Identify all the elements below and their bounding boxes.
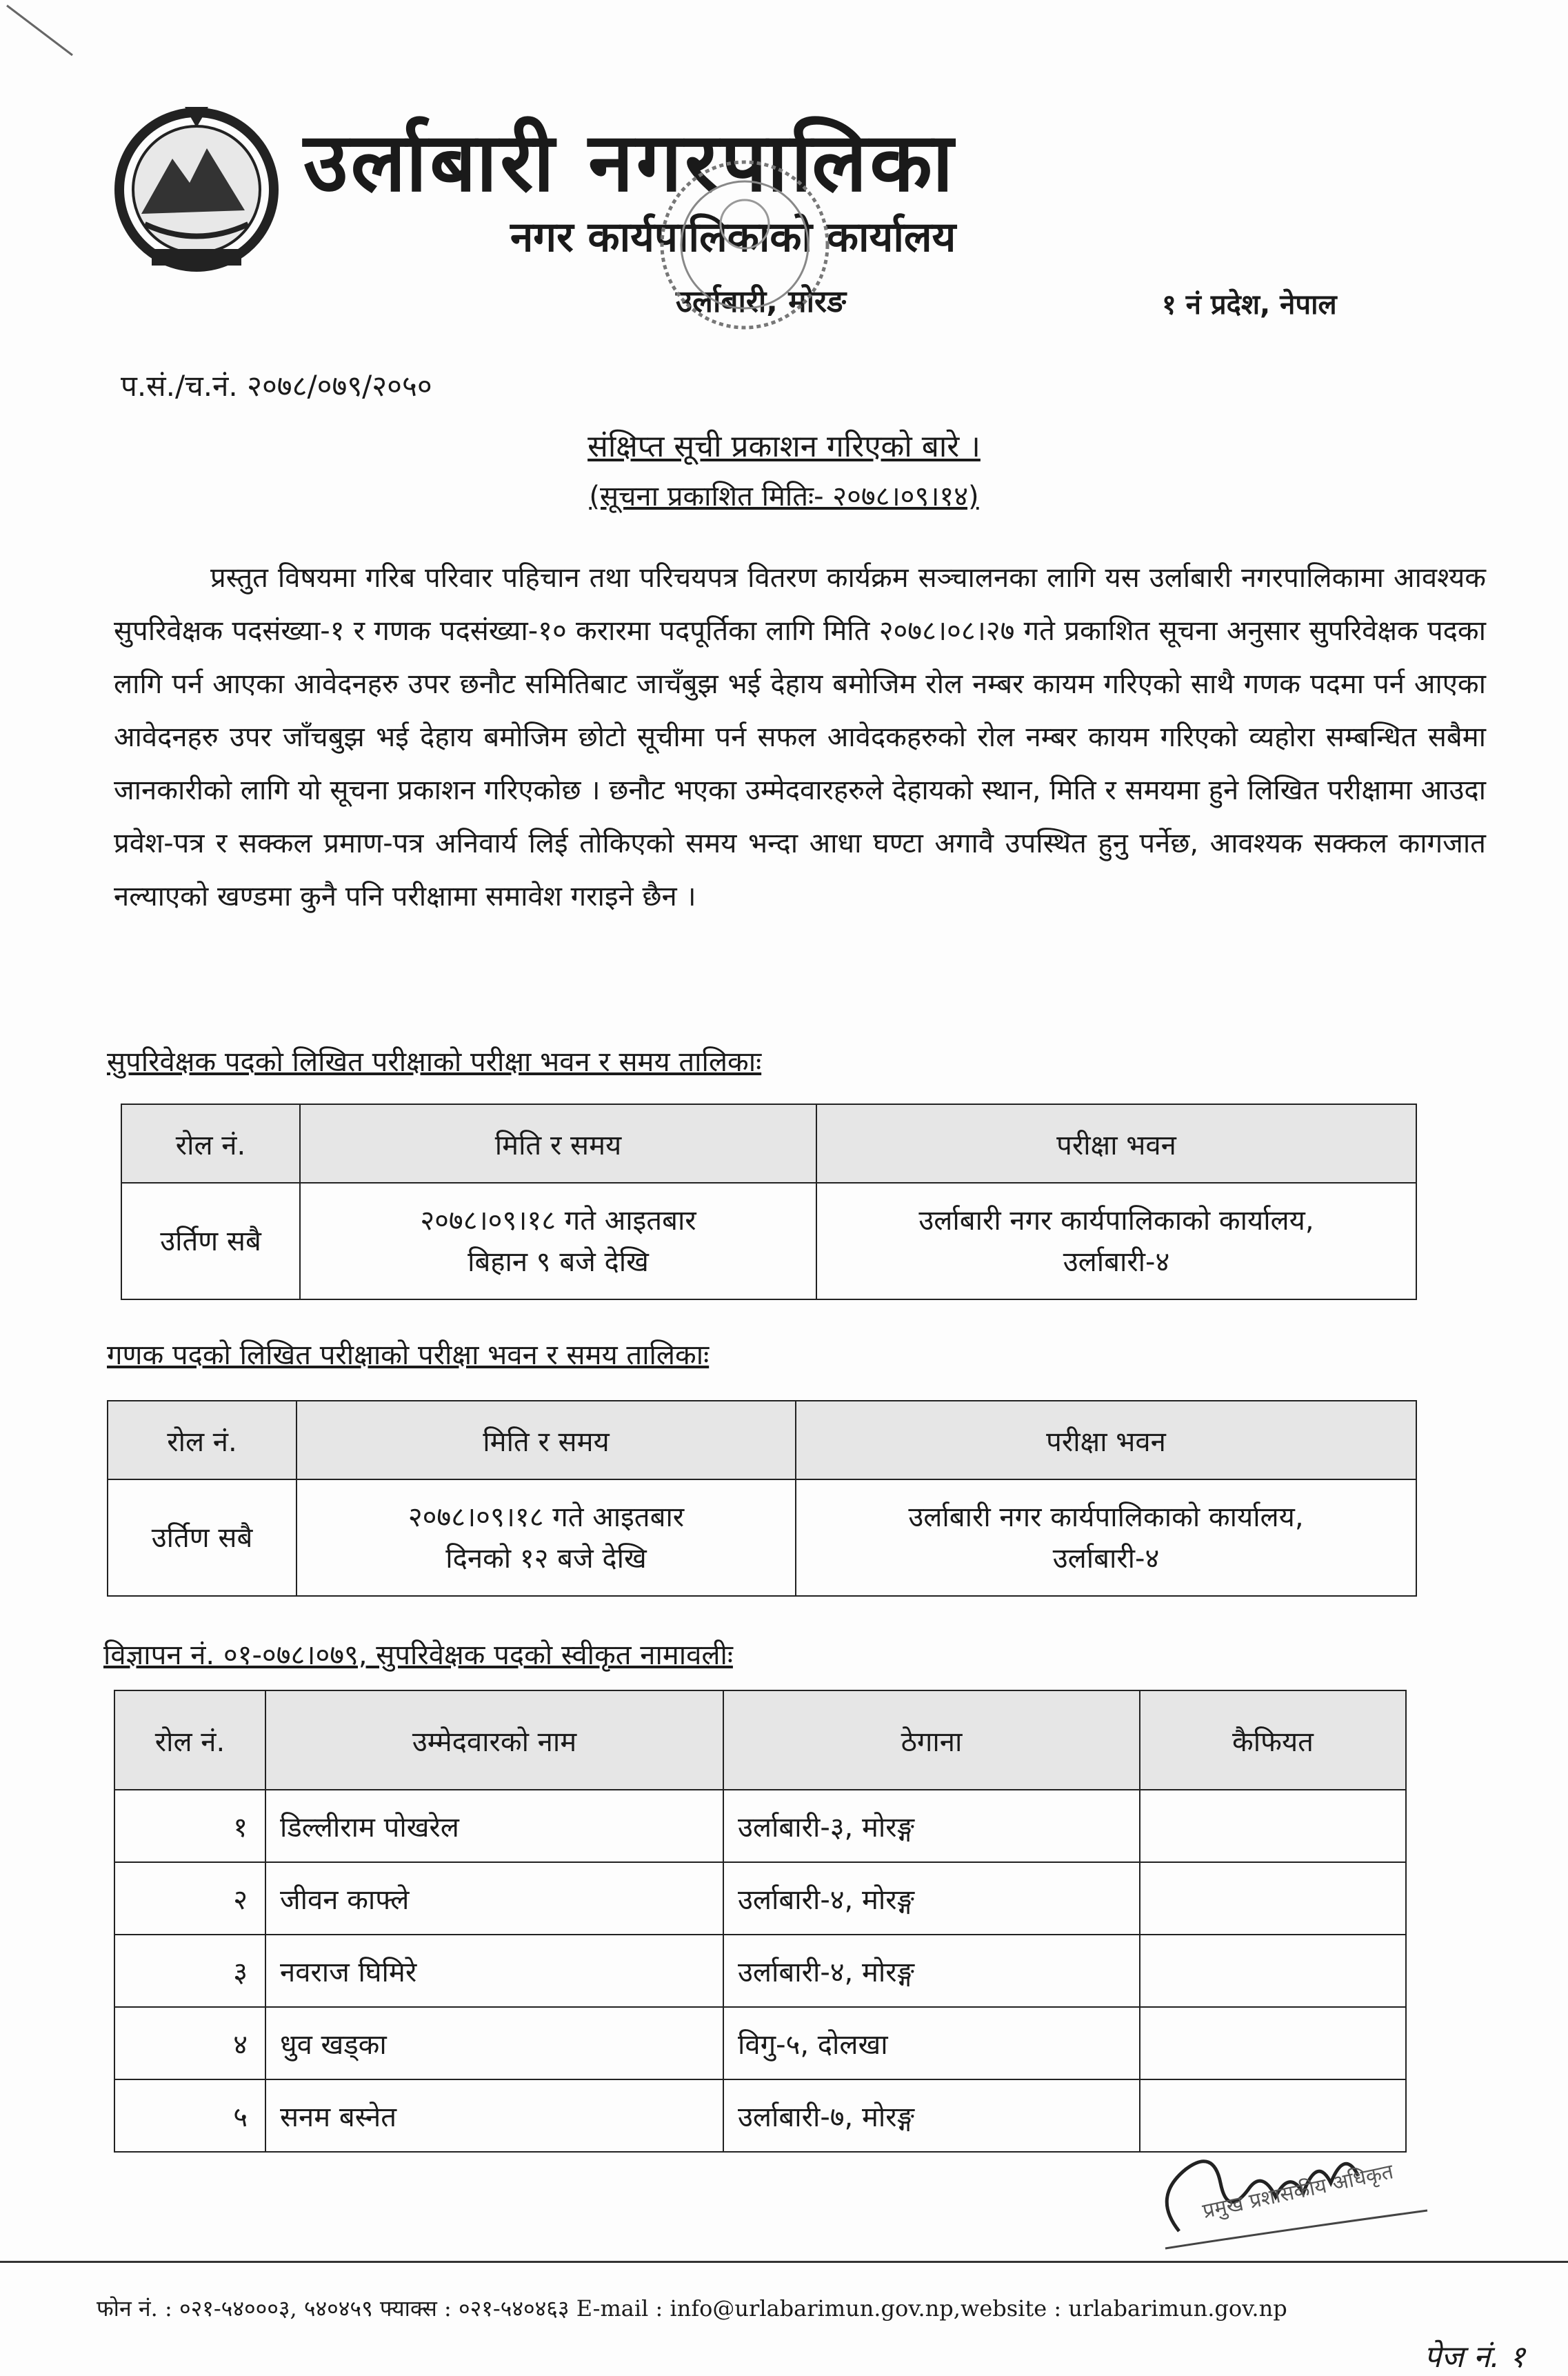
notice-body: प्रस्तुत विषयमा गरिब परिवार पहिचान तथा परिचयपत्र वितरण कार्यक्रम सञ्चालनका लागि यस उर्लाबारी नगरपालिकामा आवश्यक सुपरिवेक्षक पदसंख्या-१ र गणक पदसंख्या-१० करारमा पदपूर्तिका लागि मिति २०७८।०८।२७ गते प्रकाशित सूचना अनुसार सुपरिवेक्षक पदका लागि पर्न आएका आवेदनहरु उपर छनौट समितिबाट जाचँबुझ भई देहाय बमोजिम रोल नम्बर कायम गरिएको साथै गणक पदमा पर्न आएका आवेदनहरु उपर जाँचबुझ भई देहाय बमोजिम छोटो सूचीमा पर्न सफल आवेदकहरुको रोल नम्बर कायम गरिएको व्यहोरा सम्बन्धित सबैमा जानकारीको लागि यो सूचना प्रकाशन गरिएकोछ । छनौट भएका उम्मेदवारहरुले देहायको स्थान, मिति र समयमा हुने लिखित परीक्षामा आउदा प्रवेश-पत्र र सक्कल प्रमाण-पत्र अनिवार्य लिई तोकिएको समय भन्दा आधा घण्टा अगावै उपस्थित हुनु पर्नेछ, आवश्यक सक्कल कागजात नल्याएको खण्डमा कुनै पनि परीक्षामा समावेश गराइने छैन ।: [114, 562, 1486, 912]
remark-cell: [1140, 1935, 1406, 2007]
venue-cell: उर्लाबारी नगर कार्यपालिकाको कार्यालय, उर्लाबारी-४: [816, 1183, 1416, 1299]
header-roll: रोल नं.: [121, 1104, 300, 1183]
address-cell: उर्लाबारी-४, मोरङ्ग: [723, 1935, 1140, 2007]
page-number: पेज नं. १: [1424, 2339, 1525, 2375]
signatory-title: प्रमुख प्रशासकीय अधिकृत: [1200, 2159, 1396, 2224]
remark-cell: [1140, 2007, 1406, 2079]
remark-cell: [1140, 1790, 1406, 1862]
address-cell: विगु-५, दोलखा: [723, 2007, 1140, 2079]
remark-cell: [1140, 1862, 1406, 1935]
table-row: [114, 1935, 1406, 2007]
roll-cell: उर्तिण सबै: [121, 1183, 300, 1299]
name-cell: जीवन काफ्ले: [265, 1862, 723, 1935]
table-row: [114, 2007, 1406, 2079]
footer-contact: फोन नं. : ०२१-५४०००३, ५४०४५९ फ्याक्स : ०२१-५४०४६३ E-mail : info@urlabarimun.gov.np,website : urlabarimun.gov.np: [97, 2295, 1287, 2322]
address-cell: उर्लाबारी-३, मोरङ्ग: [723, 1790, 1140, 1862]
nepal-emblem-icon: [103, 93, 290, 279]
supervisor-schedule-table: [121, 1104, 1417, 1300]
header-address: ठेगाना: [723, 1690, 1140, 1790]
office-subtitle: नगर कार्यपालिकाको कार्यालय: [510, 213, 956, 261]
date-time-cell: २०७८।०९।१८ गते आइतबार बिहान ९ बजे देखि: [300, 1183, 816, 1299]
municipality-title: उर्लाबारी नगरपालिका: [303, 114, 956, 210]
name-cell: सनम बस्नेत: [265, 2079, 723, 2152]
enumerator-schedule-table: [107, 1400, 1417, 1597]
table-row: [108, 1479, 1416, 1596]
candidate-list-heading: विज्ञापन नं. ०१-०७८।०७९, सुपरिवेक्षक पदको स्वीकृत नामावलीः: [103, 1639, 733, 1671]
table-row: [121, 1183, 1416, 1299]
header-venue: परीक्षा भवन: [816, 1104, 1416, 1183]
footer-divider: [0, 2261, 1568, 2263]
name-cell: नवराज घिमिरे: [265, 1935, 723, 2007]
corner-mark: [0, 0, 83, 62]
roll-cell: २: [114, 1862, 265, 1935]
header-roll: रोल नं.: [108, 1401, 296, 1479]
header-remark: कैफियत: [1140, 1690, 1406, 1790]
date-time-cell: २०७८।०९।१८ गते आइतबार दिनको १२ बजे देखि: [296, 1479, 796, 1596]
roll-cell: ५: [114, 2079, 265, 2152]
province-label: १ नं प्रदेश, नेपाल: [1162, 289, 1337, 321]
table-row: [114, 1862, 1406, 1935]
enumerator-schedule-heading: गणक पदको लिखित परीक्षाको परीक्षा भवन र समय तालिकाः: [107, 1339, 710, 1371]
address-cell: उर्लाबारी-४, मोरङ्ग: [723, 1862, 1140, 1935]
header-name: उम्मेदवारको नाम: [265, 1690, 723, 1790]
roll-cell: ३: [114, 1935, 265, 2007]
table-row: [114, 1790, 1406, 1862]
address-cell: उर्लाबारी-७, मोरङ्ग: [723, 2079, 1140, 2152]
candidate-table: [114, 1690, 1407, 2153]
header-date-time: मिति र समय: [296, 1401, 796, 1479]
name-cell: डिल्लीराम पोखरेल: [265, 1790, 723, 1862]
roll-cell: उर्तिण सबै: [108, 1479, 296, 1596]
header-date-time: मिति र समय: [300, 1104, 816, 1183]
supervisor-schedule-heading: सुपरिवेक्षक पदको लिखित परीक्षाको परीक्षा भवन र समय तालिकाः: [107, 1046, 762, 1078]
venue-cell: उर्लाबारी नगर कार्यपालिकाको कार्यालय, उर्लाबारी-४: [796, 1479, 1416, 1596]
roll-cell: ४: [114, 2007, 265, 2079]
publish-date: (सूचना प्रकाशित मितिः- २०७८।०९।१४): [589, 481, 979, 512]
header-roll: रोल नं.: [114, 1690, 265, 1790]
name-cell: धुव खड्का: [265, 2007, 723, 2079]
office-place: उर्लाबारी, मोरङ: [676, 284, 847, 319]
roll-cell: १: [114, 1790, 265, 1862]
header-venue: परीक्षा भवन: [796, 1401, 1416, 1479]
reference-number: प.सं./च.नं. २०७८/०७९/२०५०: [121, 369, 432, 403]
office-seal-icon: [634, 141, 862, 410]
notice-subject: संक्षिप्त सूची प्रकाशन गरिएको बारे ।: [587, 429, 981, 464]
